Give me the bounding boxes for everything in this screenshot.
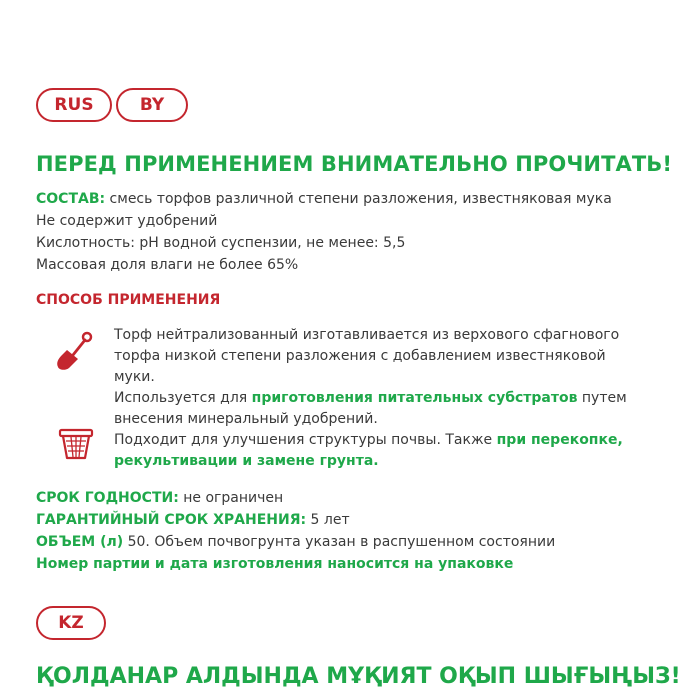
volume-label: ОБЪЕМ (л) (36, 534, 124, 550)
lang-badge-by[interactable]: BY (116, 88, 188, 122)
composition-text: смесь торфов различной степени разложения, известняковая мука (105, 191, 612, 207)
volume-value: 50. Объем почвогрунта указан в распушенном состоянии (123, 534, 556, 550)
storage-label: ГАРАНТИЙНЫЙ СРОК ХРАНЕНИЯ: (36, 512, 307, 528)
lang-badge-kz[interactable]: KZ (36, 606, 106, 640)
storage-value: 5 лет (306, 512, 350, 528)
usage-paragraph-3 (114, 430, 674, 472)
shelf-life-line (36, 490, 283, 506)
storage-line (36, 512, 350, 528)
shelf-life-label: СРОК ГОДНОСТИ: (36, 490, 179, 506)
kz-title: ҚОЛДАНАР АЛДЫНДА МҰҚИЯТ ОҚЫП ШЫҒЫҢЫЗ! (36, 664, 681, 689)
volume-line (36, 534, 555, 550)
flower-pot-icon (58, 427, 94, 461)
shovel-icon (54, 330, 98, 372)
usage-p3-bold1: при перекопке, (496, 432, 623, 448)
usage-p2-bold: приготовления питательных субстратов (251, 390, 578, 406)
usage-p1-line2: торфа низкой степени разложения с добавлением известняковой (114, 348, 606, 364)
usage-p1-line1: Торф нейтрализованный изготавливается из верхового сфагнового (114, 327, 620, 343)
moisture-line: Массовая доля влаги не более 65% (36, 257, 299, 273)
composition-line (36, 191, 612, 207)
usage-p3-line2: рекультивации и замене грунта. (114, 453, 379, 469)
no-fertilizer-line: Не содержит удобрений (36, 213, 218, 229)
usage-p2-line2: внесения минеральный удобрений. (114, 411, 378, 427)
usage-p1-line3: муки. (114, 369, 155, 385)
usage-heading: СПОСОБ ПРИМЕНЕНИЯ (36, 292, 221, 308)
shelf-life-value: не ограничен (178, 490, 284, 506)
usage-paragraph-1 (114, 325, 674, 388)
usage-p3-pre: Подходит для улучшения структуры почвы. Также (114, 432, 497, 448)
usage-paragraph-2 (114, 388, 674, 430)
acidity-line: Кислотность: рН водной суспензии, не менее: 5,5 (36, 235, 406, 251)
usage-p2-pre: Используется для (114, 390, 252, 406)
usage-p2-line1 (114, 388, 674, 409)
batch-line: Номер партии и дата изготовления наносится на упаковке (36, 556, 514, 572)
composition-label: СОСТАВ: (36, 191, 106, 207)
usage-p2-post: путем (577, 390, 627, 406)
page-title: ПЕРЕД ПРИМЕНЕНИЕМ ВНИМАТЕЛЬНО ПРОЧИТАТЬ! (36, 152, 673, 176)
usage-p3-line1 (114, 430, 674, 451)
lang-badge-rus[interactable]: RUS (36, 88, 112, 122)
